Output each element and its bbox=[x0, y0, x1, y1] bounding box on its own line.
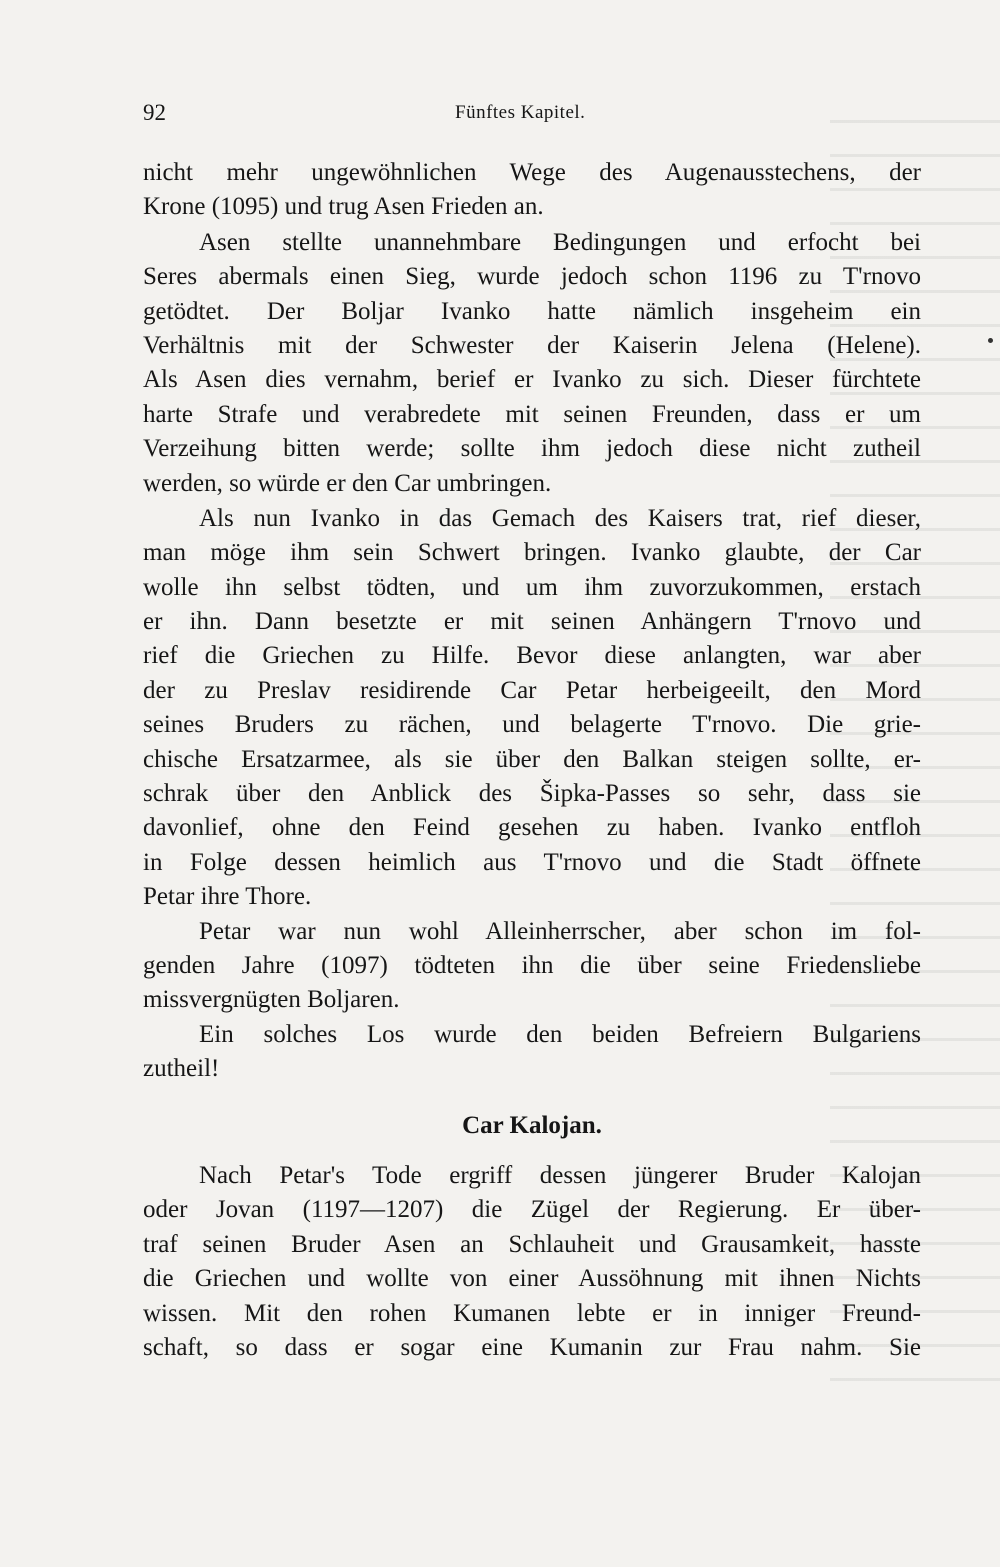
text-line: wolle ihn selbst tödten, und um ihm zuvorzukommen, erstach bbox=[143, 573, 921, 601]
text-line: zutheil! bbox=[143, 1055, 220, 1083]
text-line: Asen stellte unannehmbare Bedingungen und erfocht bei bbox=[199, 228, 921, 256]
text-line: chische Ersatzarmee, als sie über den Balkan steigen sollte, er- bbox=[143, 745, 921, 773]
text-line: man möge ihm sein Schwert bringen. Ivanko glaubte, der Car bbox=[143, 539, 921, 567]
page-number: 92 bbox=[143, 100, 166, 125]
text-line: in Folge dessen heimlich aus T'rnovo und die Stadt öffnete bbox=[143, 848, 921, 876]
text-line: genden Jahre (1097) tödteten ihn die über seine Friedensliebe bbox=[143, 951, 921, 979]
body-text bbox=[143, 156, 921, 1365]
paragraph bbox=[143, 1159, 921, 1365]
text-line: missvergnügten Boljaren. bbox=[143, 986, 400, 1014]
text-line: traf seinen Bruder Asen an Schlauheit und Grausamkeit, hasste bbox=[143, 1230, 921, 1258]
paragraph bbox=[143, 1018, 921, 1087]
ink-speck bbox=[988, 338, 993, 343]
text-line: die Griechen und wollte von einer Aussöhnung mit ihnen Nichts bbox=[143, 1265, 921, 1293]
running-head: Fünftes Kapitel. bbox=[455, 102, 586, 123]
text-line: Krone (1095) und trug Asen Frieden an. bbox=[143, 193, 544, 221]
section-heading: Car Kalojan. bbox=[462, 1111, 602, 1139]
text-line: schrak über den Anblick des Šipka-Passes so sehr, dass sie bbox=[143, 780, 921, 808]
paragraph bbox=[143, 226, 921, 501]
text-line: Nach Petar's Tode ergriff dessen jüngerer Bruder Kalojan bbox=[199, 1161, 921, 1189]
text-line: Als nun Ivanko in das Gemach des Kaisers trat, rief dieser, bbox=[199, 504, 921, 532]
text-line: er ihn. Dann besetzte er mit seinen Anhängern T'rnovo und bbox=[143, 608, 921, 636]
text-line: rief die Griechen zu Hilfe. Bevor diese anlangten, war aber bbox=[143, 642, 921, 670]
page-header bbox=[143, 100, 923, 134]
text-line: wissen. Mit den rohen Kumanen lebte er in inniger Freund- bbox=[143, 1299, 921, 1327]
text-line: Petar war nun wohl Alleinherrscher, aber schon im fol- bbox=[199, 917, 921, 945]
text-line: schaft, so dass er sogar eine Kumanin zur Frau nahm. Sie bbox=[143, 1333, 921, 1361]
text-line: Verhältnis mit der Schwester der Kaiserin Jelena (Helene). bbox=[143, 331, 921, 359]
text-line: werden, so würde er den Car umbringen. bbox=[143, 469, 552, 497]
paragraph bbox=[143, 156, 921, 225]
text-line: Petar ihre Thore. bbox=[143, 883, 312, 911]
paragraph bbox=[143, 915, 921, 1018]
text-line: seines Bruders zu rächen, und belagerte T'rnovo. Die grie- bbox=[143, 711, 921, 739]
text-line: harte Strafe und verabredete mit seinen Freunden, dass er um bbox=[143, 400, 921, 428]
paragraph bbox=[143, 502, 921, 915]
text-line: nicht mehr ungewöhnlichen Wege des Augenausstechens, der bbox=[143, 159, 921, 186]
text-line: Als Asen dies vernahm, berief er Ivanko zu sich. Dieser fürchtete bbox=[143, 366, 921, 394]
text-line: Seres abermals einen Sieg, wurde jedoch schon 1196 zu T'rnovo bbox=[143, 263, 921, 291]
text-line: davonlief, ohne den Feind gesehen zu haben. Ivanko entfloh bbox=[143, 814, 921, 842]
text-line: oder Jovan (1197—1207) die Zügel der Regierung. Er über- bbox=[143, 1196, 921, 1224]
text-line: Verzeihung bitten werde; sollte ihm jedoch diese nicht zutheil bbox=[143, 435, 921, 463]
text-line: Ein solches Los wurde den beiden Befreiern Bulgariens bbox=[199, 1020, 921, 1048]
text-line: getödtet. Der Boljar Ivanko hatte nämlich insgeheim ein bbox=[143, 297, 921, 325]
text-line: der zu Preslav residirende Car Petar herbeigeeilt, den Mord bbox=[143, 676, 921, 704]
